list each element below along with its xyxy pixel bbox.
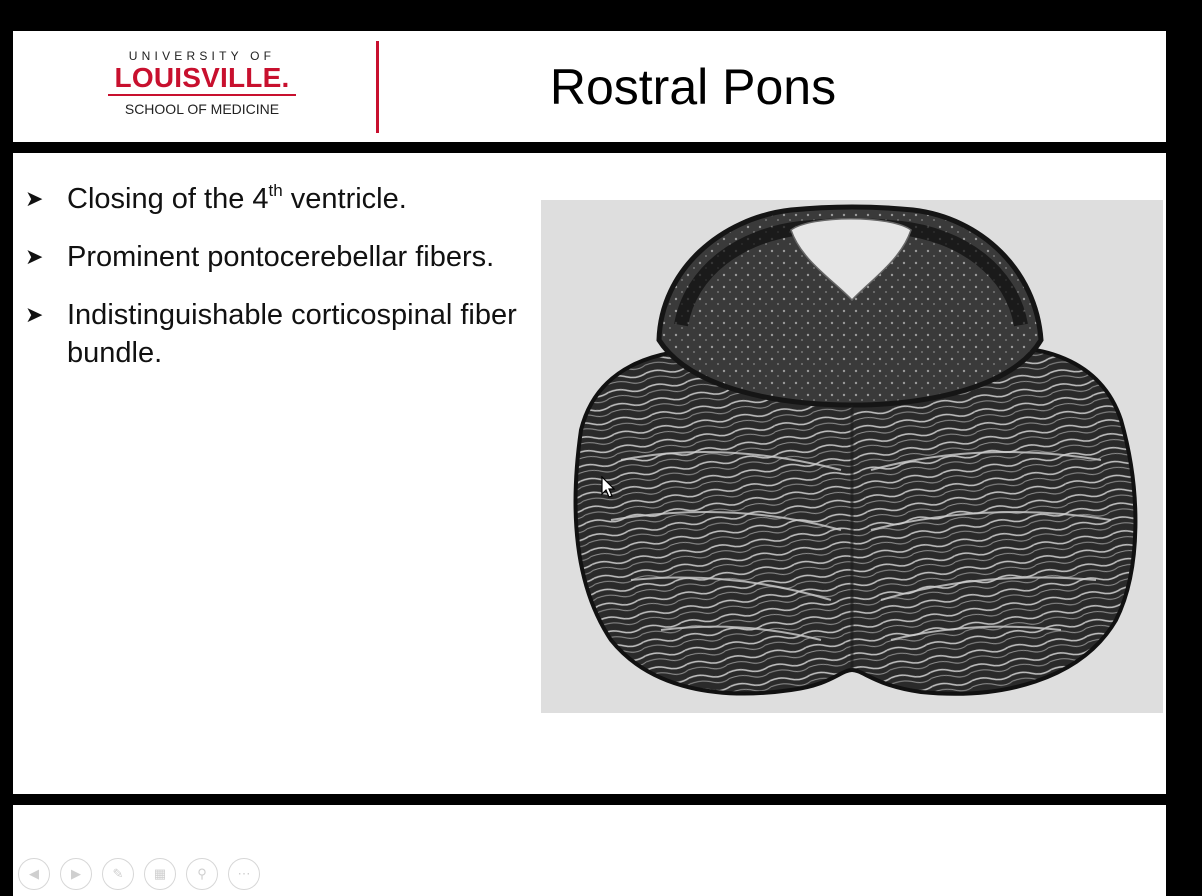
bullet-item (25, 180, 545, 218)
more-icon[interactable]: ⋯ (228, 858, 260, 890)
next-icon[interactable]: ▶ (60, 858, 92, 890)
logo-main-text: LOUISVILLE. (114, 62, 290, 93)
arrow-bullet-icon: ➤ (25, 244, 44, 269)
slides-icon[interactable]: ▦ (144, 858, 176, 890)
mouse-pointer-icon (601, 476, 615, 498)
slide-header (13, 31, 1166, 142)
bullet-text: ventricle. (282, 183, 407, 215)
pen-icon[interactable]: ✎ (102, 858, 134, 890)
zoom-icon[interactable]: ⚲ (186, 858, 218, 890)
pons-micrograph-image (541, 200, 1163, 713)
arrow-bullet-icon: ➤ (25, 186, 44, 211)
logo-top-text: UNIVERSITY OF (128, 49, 276, 63)
bullet-list (25, 180, 545, 392)
slide-controls (18, 858, 260, 890)
logo-rule (108, 94, 296, 96)
bullet-text: Indistinguishable corticospinal fiber bundle. (67, 299, 517, 369)
arrow-bullet-icon: ➤ (25, 302, 44, 327)
pons-section-illustration (541, 200, 1163, 713)
bullet-superscript: th (268, 181, 283, 200)
logo-sub-text: SCHOOL OF MEDICINE (124, 101, 280, 117)
presenter-toolbar-area (13, 805, 1166, 896)
previous-icon[interactable]: ◀ (18, 858, 50, 890)
bullet-text: Closing of the 4 (67, 183, 269, 215)
bullet-item (25, 238, 545, 276)
slide-body (13, 153, 1166, 794)
slide-title: Rostral Pons (549, 59, 837, 115)
bullet-text: Prominent pontocerebellar fibers. (67, 241, 495, 273)
university-logo (97, 49, 307, 129)
header-divider (376, 41, 379, 133)
bullet-item (25, 296, 545, 372)
